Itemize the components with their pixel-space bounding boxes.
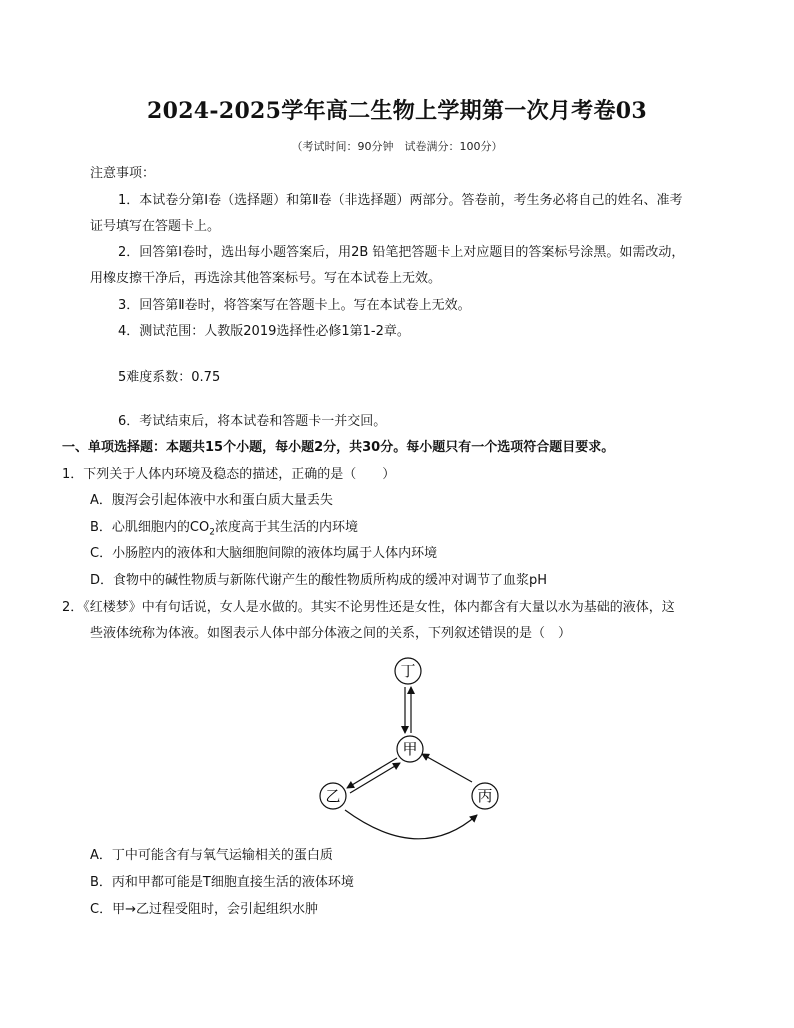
- question-1-option-b: [90, 519, 358, 542]
- question-2-option-c: C．甲→乙过程受阻时，会引起组织水肿: [90, 902, 318, 917]
- node-yi-label: 乙: [325, 787, 341, 805]
- node-ding: [395, 658, 421, 684]
- arrow-jia-to-yi: [347, 758, 397, 788]
- question-2-option-b: B．丙和甲都可能是T细胞直接生活的液体环境: [90, 875, 354, 890]
- question-2-stem-line1: 2．《红楼梦》中有句话说，女人是水做的。其实不论男性还是女性，体内都含有大量以水为基础的液体，这: [62, 600, 675, 615]
- arrow-yi-to-jia: [350, 763, 400, 793]
- node-yi: [320, 783, 346, 809]
- node-bing-label: 丙: [477, 787, 493, 805]
- notice-item-1-cont: 证号填写在答题卡上。: [90, 219, 221, 234]
- question-1-stem: 1．下列关于人体内环境及稳态的描述，正确的是（ ）: [62, 467, 396, 482]
- notice-item-5: 5难度系数：0.75: [118, 370, 221, 385]
- exam-info: （考试时间：90分钟 试卷满分：100分）: [291, 140, 503, 153]
- node-ding-label: 丁: [400, 662, 416, 680]
- notice-item-4: 4．测试范围：人教版2019选择性必修1第1-2章。: [118, 324, 410, 339]
- section-heading: 一、单项选择题：本题共15个小题，每小题2分，共30分。每小题只有一个选项符合题目要求。: [62, 440, 615, 455]
- notice-heading: 注意事项：: [90, 166, 156, 181]
- question-1-option-c: C．小肠腔内的液体和大脑细胞间隙的液体均属于人体内环境: [90, 546, 438, 561]
- question-1-option-d: D．食物中的碱性物质与新陈代谢产生的酸性物质所构成的缓冲对调节了血浆pH: [90, 573, 548, 588]
- notice-item-2-cont: 用橡皮擦干净后，再选涂其他答案标号。写在本试卷上无效。: [90, 271, 442, 286]
- page-title: 2024-2025学年高二生物上学期第一次月考卷03: [146, 98, 647, 124]
- node-jia: [397, 736, 423, 762]
- question-2-option-a: A．丁中可能含有与氧气运输相关的蛋白质: [90, 848, 333, 863]
- notice-item-3: 3．回答第Ⅱ卷时，将答案写在答题卡上。写在本试卷上无效。: [118, 298, 471, 313]
- node-bing: [472, 783, 498, 809]
- question-2-stem-line2: 些液体统称为体液。如图表示人体中部分体液之间的关系，下列叙述错误的是（ ）: [90, 626, 572, 641]
- notice-item-2: 2．回答第Ⅰ卷时，选出每小题答案后，用2B 铅笔把答题卡上对应题目的答案标号涂黑。如需改动，: [118, 245, 685, 260]
- subscript-2: 2: [209, 527, 215, 538]
- option-b-text-start: B．心肌细胞内的CO: [90, 520, 210, 535]
- node-jia-label: 甲: [402, 740, 418, 758]
- question-1-option-a: A．腹泻会引起体液中水和蛋白质大量丢失: [90, 493, 333, 508]
- body-fluid-diagram: [300, 650, 520, 840]
- option-b-text-end: 浓度高于其生活的内环境: [214, 520, 358, 535]
- notice-item-6: 6．考试结束后，将本试卷和答题卡一并交回。: [118, 414, 387, 429]
- arrow-yi-to-bing: [345, 810, 477, 839]
- notice-item-1: 1．本试卷分第Ⅰ卷（选择题）和第Ⅱ卷（非选择题）两部分。答卷前，考生务必将自己的姓名、准考: [118, 193, 683, 208]
- arrow-bing-to-jia: [422, 754, 472, 782]
